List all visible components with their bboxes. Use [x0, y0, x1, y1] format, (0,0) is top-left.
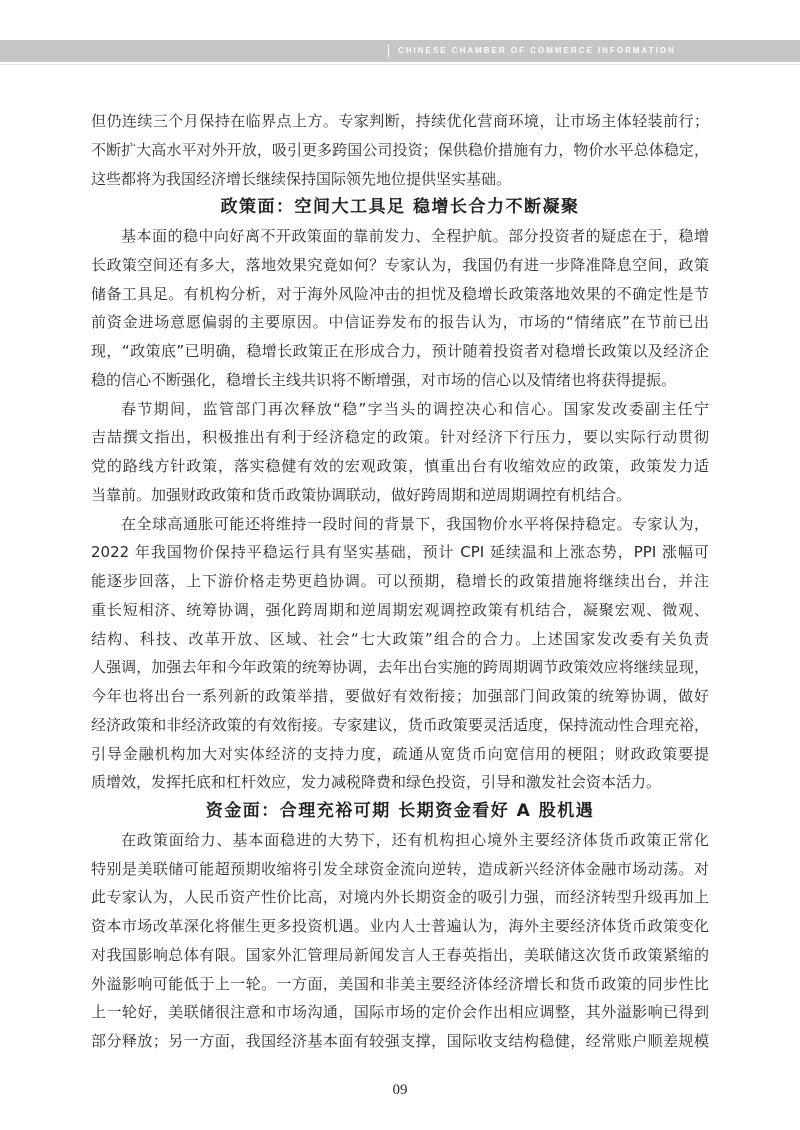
text-line: 引导金融机构加大对实体经济的支持力度，疏通从宽货币向宽信用的梗阻；财政政策要提	[91, 744, 709, 763]
text-line: 吉喆撰文指出，积极推出有利于经济稳定的政策。针对经济下行压力，要以实际行动贯彻	[91, 428, 709, 447]
text-line: 经济政策和非经济政策的有效衔接。专家建议，货币政策要灵活适度，保持流动性合理充裕，	[91, 715, 709, 734]
text-line: 党的路线方针政策，落实稳健有效的宏观政策，慎重出台有收缩效应的政策，政策发力适	[91, 457, 709, 475]
header-bar	[0, 40, 800, 62]
text-line: 基本面的稳中向好离不开政策面的靠前发力、全程护航。部分投资者的疑虑在于，稳增	[121, 227, 709, 245]
text-line: 当靠前。加强财政政策和货币政策协调联动，做好跨周期和逆周期调控有机结合。	[91, 485, 632, 504]
text-line: 长政策空间还有多大，落地效果究竟如何？专家认为，我国仍有进一步降准降息空间，政策	[91, 255, 709, 274]
text-line: 资本市场改革深化将催生更多投资机遇。业内人士普遍认为，海外主要经济体货币政策变化	[91, 917, 709, 935]
text-line: 2022 年我国物价保持平稳运行具有坚实基础，预计 CPI 延续温和上涨态势，PPI 涨幅可	[91, 543, 709, 562]
publication-title: CHINESE CHAMBER OF COMMERCE INFORMATION	[398, 46, 676, 55]
text-line: 上一轮好，美联储很注意和市场沟通，国际市场的定价会作出相应调整，其外溢影响已得到	[91, 1003, 709, 1022]
paragraph	[91, 395, 709, 510]
text-line: 结构、科技、改革开放、区域、社会“七大政策”组合的合力。上述国家发改委有关负责	[91, 629, 709, 648]
text-line: 部分释放；另一方面，我国经济基本面有较强支撑，国际收支结构稳健，经常账户顺差规模	[91, 1032, 709, 1050]
text-line: 现，“政策底”已明确，稳增长政策正在形成合力，预计随着投资者对稳增长政策以及经济企	[91, 342, 709, 360]
text-line: 对我国影响总体有限。国家外汇管理局新闻发言人王春英指出，美联储这次货币政策紧缩的	[91, 945, 709, 964]
text-line: 不断扩大高水平对外开放，吸引更多跨国公司投资；保供稳价措施有力，物价水平总体稳定，	[91, 140, 709, 159]
text-line: 储备工具足。有机构分析，对于海外风险冲击的担忧及稳增长政策落地效果的不确定性是节	[91, 284, 709, 303]
text-line: 能逐步回落，上下游价格走势更趋协调。可以预期，稳增长的政策措施将继续出台，并注	[91, 572, 709, 590]
text-line: 前资金进场意愿偏弱的主要原因。中信证券发布的报告认为，市场的“情绪底”在节前已出	[91, 313, 709, 332]
text-line: 此专家认为，人民币资产性价比高，对境内外长期资金的吸引力强，而经济转型升级再加上	[91, 888, 709, 907]
text-line: 今年也将出台一系列新的政策举措，要做好有效衔接；加强部门间政策的统筹协调，做好	[91, 687, 709, 705]
text-line: 质增效，发挥托底和杠杆效应，发力减税降费和绿色投资，引导和激发社会资本活力。	[91, 773, 662, 792]
text-line: 人强调，加强去年和今年政策的统筹协调，去年出台实施的跨周期调节政策效应将继续显现，	[91, 658, 709, 677]
page-number: 09	[392, 1082, 408, 1098]
paragraph	[91, 510, 709, 798]
text-line: 特别是美联储可能超预期收缩将引发全球资金流向逆转，造成新兴经济体金融市场动荡。对	[91, 859, 709, 878]
text-line: 重长短相济、统筹协调，强化跨周期和逆周期宏观调控政策有机结合，凝聚宏观、微观、	[91, 600, 709, 619]
paragraph	[91, 222, 709, 395]
text-line: 在政策面给力、基本面稳进的大势下，还有机构担心境外主要经济体货币政策正常化	[121, 830, 709, 849]
text-line: 这些都将为我国经济增长继续保持国际领先地位提供坚实基础。	[91, 169, 512, 188]
article-body	[91, 107, 709, 1056]
section-heading-funds: 资金面：合理充裕可期 长期资金看好 A 股机遇	[205, 801, 595, 821]
text-line: 春节期间，监管部门再次释放“稳”字当头的调控决心和信心。国家发改委副主任宁	[121, 399, 709, 418]
section-heading-policy: 政策面：空间大工具足 稳增长合力不断凝聚	[220, 197, 580, 218]
header-rule	[0, 64, 800, 65]
text-line: 在全球高通胀可能还将维持一段时间的背景下，我国物价水平将保持稳定。专家认为，	[121, 514, 709, 533]
header-divider	[388, 45, 389, 57]
text-line: 外溢影响可能低于上一轮。一方面，美国和非美主要经济体经济增长和货币政策的同步性比	[91, 974, 709, 993]
text-line: 但仍连续三个月保持在临界点上方。专家判断，持续优化营商环境，让市场主体轻装前行；	[91, 112, 709, 130]
text-line: 稳的信心不断强化，稳增长主线共识将不断增强，对市场的信心以及情绪也将获得提振。	[91, 370, 677, 389]
paragraph	[91, 826, 709, 1056]
intro-paragraph	[91, 107, 709, 193]
